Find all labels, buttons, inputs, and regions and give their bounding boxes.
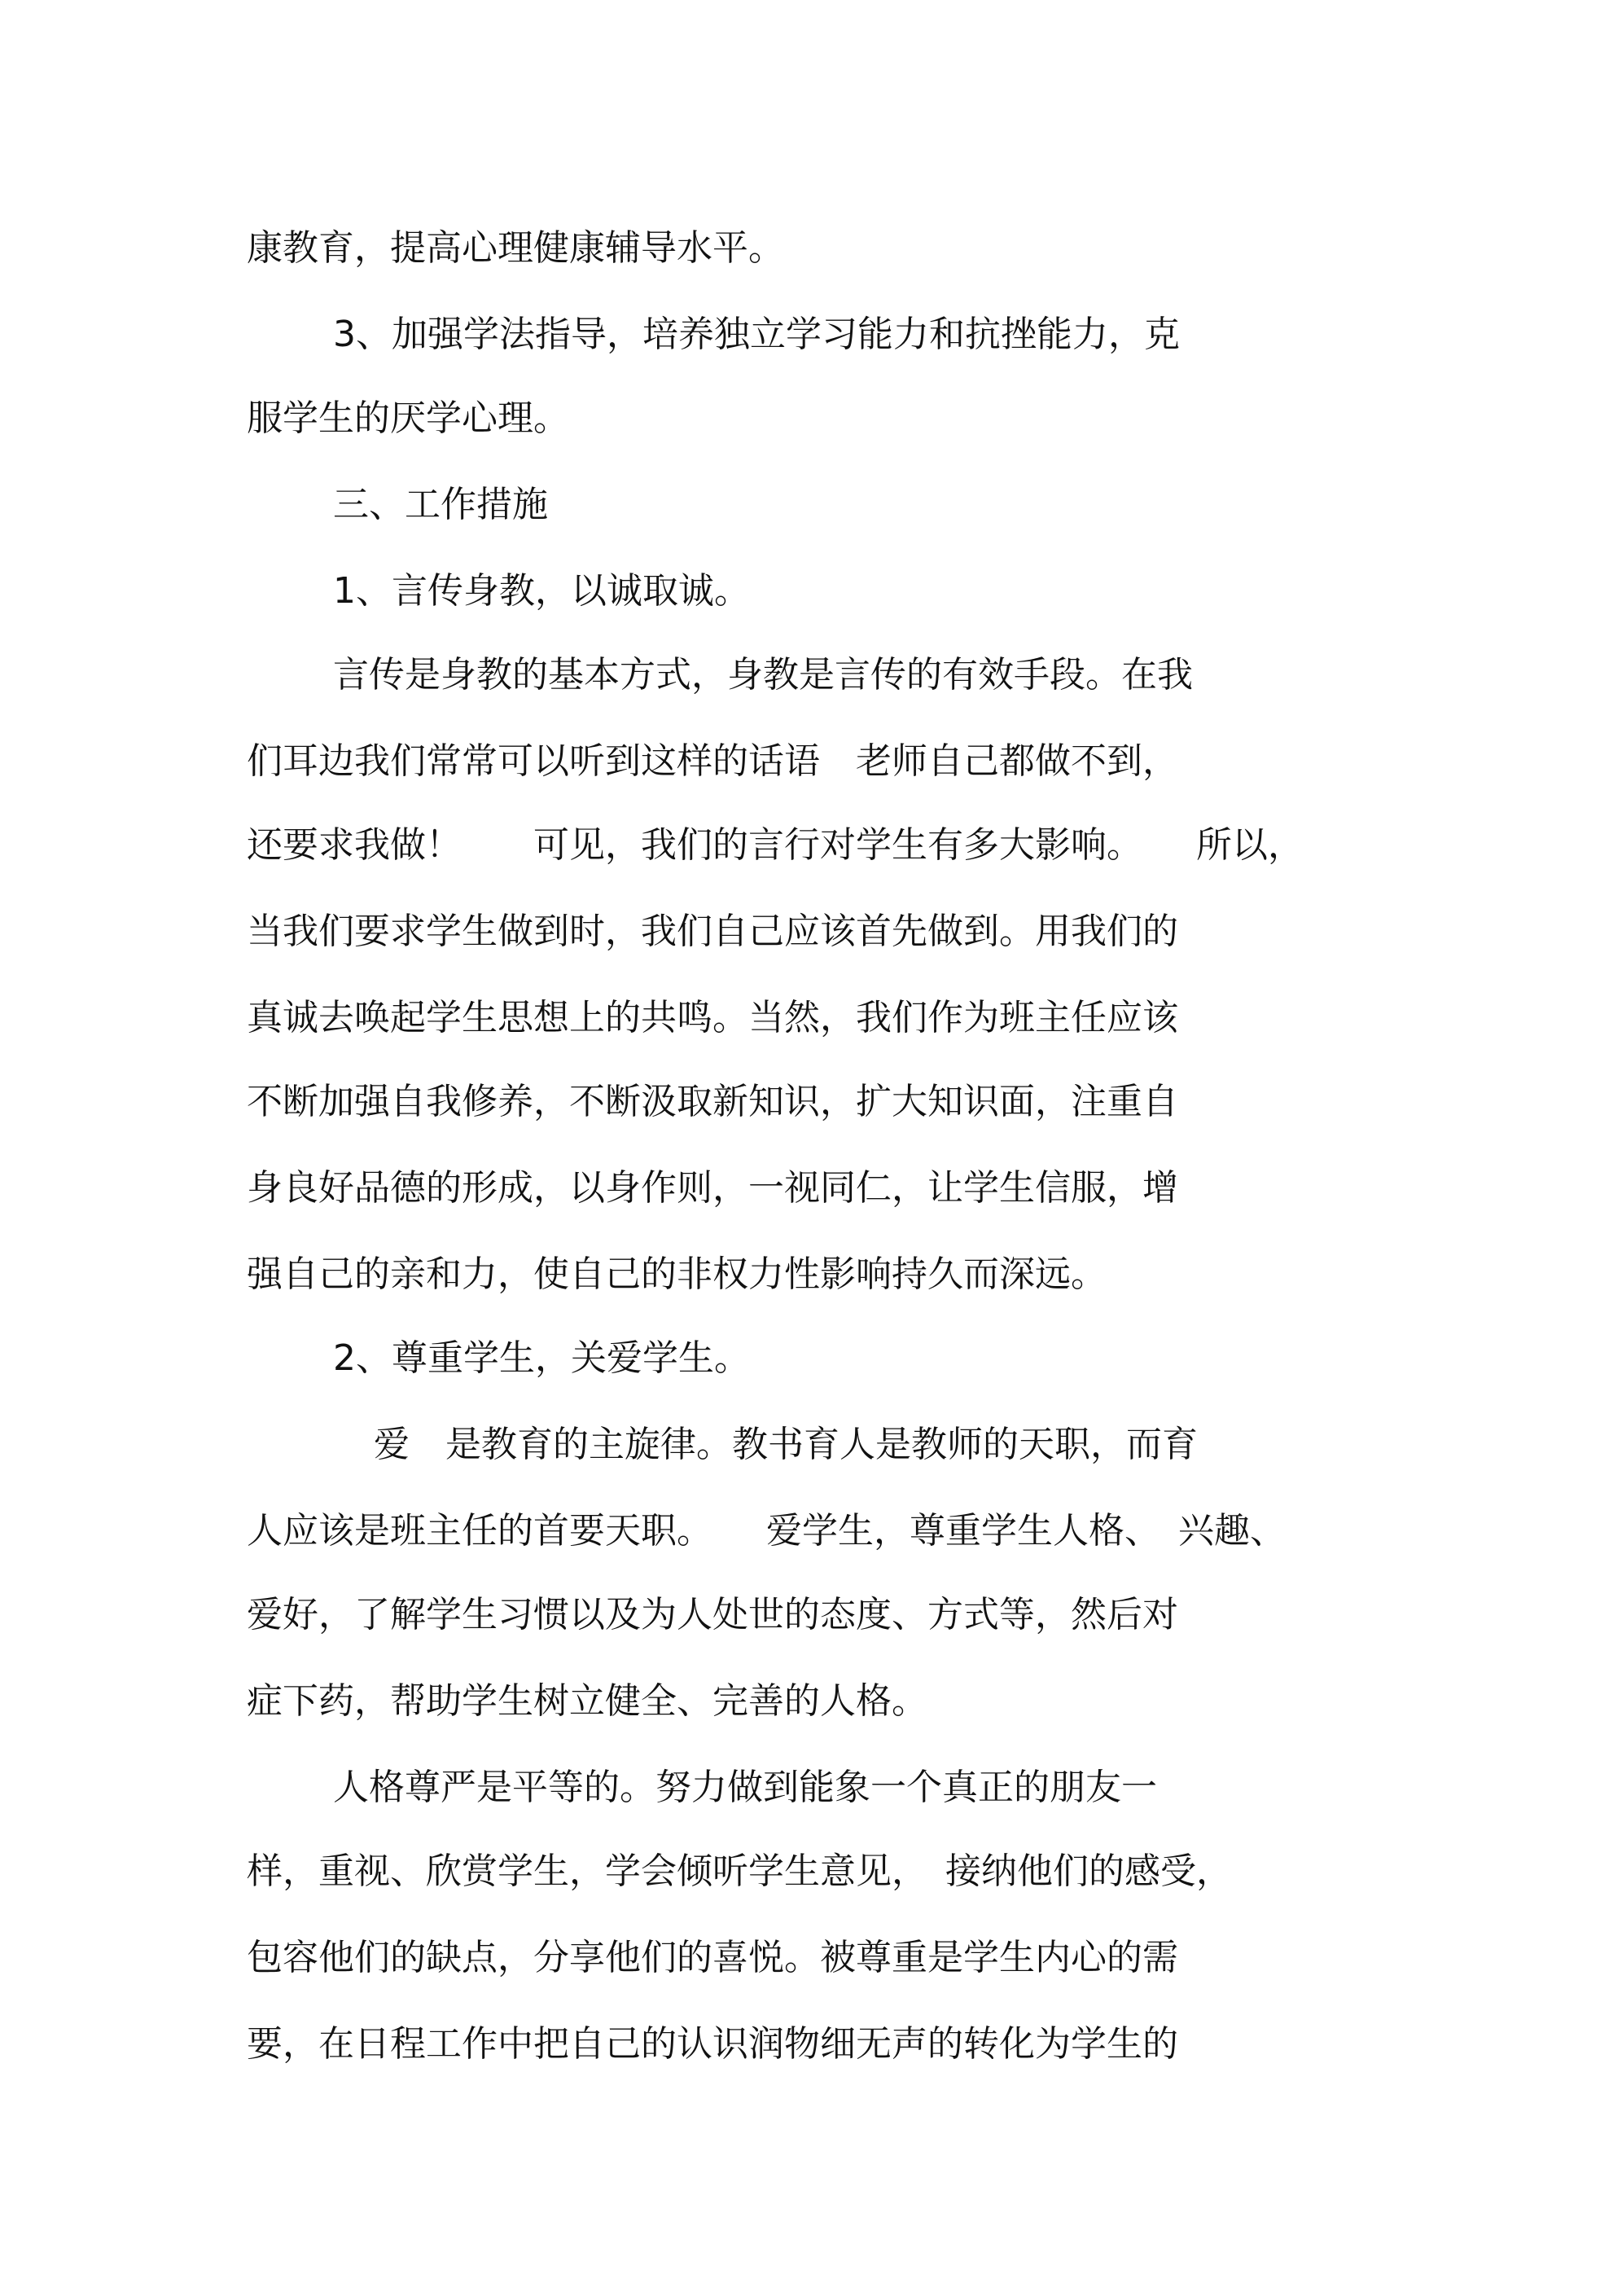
text-line: 爱 是教育的主旋律。教书育人是教师的天职，而育 xyxy=(374,1424,1198,1465)
text-line: 身良好品德的形成，以身作则，一视同仁，让学生信服，增 xyxy=(247,1167,1178,1209)
text-line: 真诚去唤起学生思想上的共鸣。当然，我们作为班主任应该 xyxy=(247,997,1178,1038)
text-line: 3、加强学法指导，培养独立学习能力和抗挫能力，克 xyxy=(333,314,1180,355)
subsection-heading: 2、尊重学生，关爱学生。 xyxy=(333,1337,750,1379)
subsection-heading: 1、言传身教，以诚取诚。 xyxy=(333,570,750,612)
text-line: 样，重视、欣赏学生，学会倾听学生意见， 接纳他们的感受， xyxy=(247,1850,1232,1892)
section-heading: 三、工作措施 xyxy=(333,484,548,525)
text-line: 言传是身教的基本方式，身教是言传的有效手段。在我 xyxy=(333,654,1193,696)
text-line: 服学生的厌学心理。 xyxy=(247,397,569,439)
text-line: 症下药，帮助学生树立健全、完善的人格。 xyxy=(247,1680,927,1722)
text-line: 强自己的亲和力，使自己的非权力性影响持久而深远。 xyxy=(247,1253,1107,1295)
text-line: 包容他们的缺点，分享他们的喜悦。被尊重是学生内心的需 xyxy=(247,1937,1178,1978)
text-line: 当我们要求学生做到时，我们自己应该首先做到。用我们的 xyxy=(247,911,1178,952)
text-line: 还要求我做！ 可见，我们的言行对学生有多大影响。 所以， xyxy=(247,824,1304,866)
text-line: 爱好，了解学生习惯以及为人处世的态度、方式等，然后对 xyxy=(247,1594,1178,1635)
text-line: 人格尊严是平等的。努力做到能象一个真正的朋友一 xyxy=(333,1767,1157,1808)
text-line: 康教育，提高心理健康辅导水平。 xyxy=(247,227,784,269)
text-line: 们耳边我们常常可以听到这样的话语 老师自己都做不到， xyxy=(247,740,1178,782)
text-line: 人应该是班主任的首要天职。 爱学生，尊重学生人格、 兴趣、 xyxy=(247,1510,1286,1552)
text-line: 不断加强自我修养，不断汲取新知识，扩大知识面，注重自 xyxy=(247,1081,1178,1122)
text-line: 要，在日程工作中把自己的认识润物细无声的转化为学生的 xyxy=(247,2023,1178,2065)
